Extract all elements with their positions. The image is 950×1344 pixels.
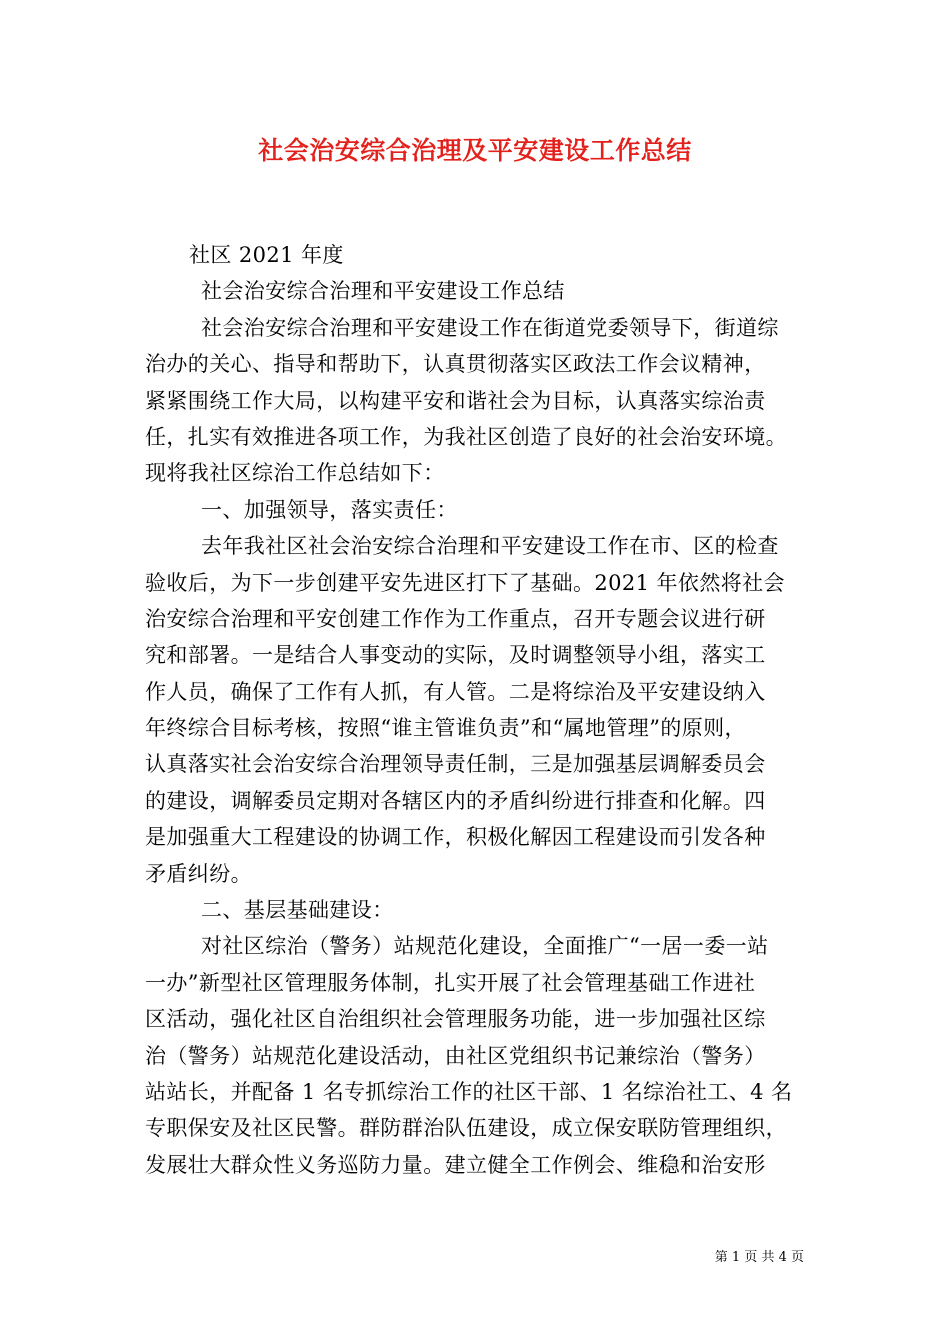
document-body: [145, 237, 817, 1183]
body-line: 作人员，确保了工作有人抓，有人管。二是将综治及平安建设纳入: [145, 679, 766, 704]
body-line: 社会治安综合治理和平安建设工作在街道党委领导下，街道综: [201, 315, 779, 340]
body-line: 治安综合治理和平安创建工作作为工作重点，召开专题会议进行研: [145, 606, 766, 631]
body-line: 社区 2021 年度: [189, 243, 344, 267]
body-line: 年终综合目标考核，按照“谁主管谁负责”和“属地管理”的原则，: [145, 716, 746, 741]
section-heading: 二、基层基础建设：: [201, 898, 394, 923]
body-line: 究和部署。一是结合人事变动的实际，及时调整领导小组，落实工: [145, 643, 766, 668]
body-line: 现将我社区综治工作总结如下：: [145, 461, 445, 486]
page-number: 第 1 页 共 4 页: [714, 1250, 804, 1265]
body-line: 的建设，调解委员定期对各辖区内的矛盾纠纷进行排查和化解。四: [145, 788, 766, 813]
body-line: 去年我社区社会治安综合治理和平安建设工作在市、区的检查: [201, 534, 779, 559]
body-line: 验收后，为下一步创建平安先进区打下了基础。2021 年依然将社会: [145, 570, 785, 595]
body-line: 对社区综治（警务）站规范化建设，全面推广“一居一委一站: [201, 934, 769, 959]
body-line: 治（警务）站规范化建设活动，由社区党组织书记兼综治（警务）: [145, 1043, 766, 1068]
body-line: 专职保安及社区民警。群防群治队伍建设，成立保安联防管理组织，: [145, 1116, 787, 1141]
body-line: 站站长，并配备 1 名专抓综治工作的社区干部、1 名综治社工、4 名: [145, 1079, 793, 1104]
body-line: 社会治安综合治理和平安建设工作总结: [201, 279, 565, 304]
section-heading: 一、加强领导，落实责任：: [201, 497, 458, 522]
document-title: 社会治安综合治理及平安建设工作总结: [258, 136, 692, 165]
body-line: 紧紧围绕工作大局，以构建平安和谐社会为目标，认真落实综治责: [145, 388, 766, 413]
body-line: 治办的关心、指导和帮助下，认真贯彻落实区政法工作会议精神，: [145, 352, 766, 377]
body-line: 发展壮大群众性义务巡防力量。建立健全工作例会、维稳和治安形: [145, 1152, 766, 1177]
body-line: 区活动，强化社区自治组织社会管理服务功能，进一步加强社区综: [145, 1007, 766, 1032]
body-line: 认真落实社会治安综合治理领导责任制，三是加强基层调解委员会: [145, 752, 766, 777]
body-line: 任，扎实有效推进各项工作，为我社区创造了良好的社会治安环境。: [145, 424, 787, 449]
body-line: 一办”新型社区管理服务体制，扎实开展了社会管理基础工作进社: [145, 970, 756, 995]
body-line: 矛盾纠纷。: [145, 861, 252, 886]
body-line: 是加强重大工程建设的协调工作，积极化解因工程建设而引发各种: [145, 825, 766, 850]
